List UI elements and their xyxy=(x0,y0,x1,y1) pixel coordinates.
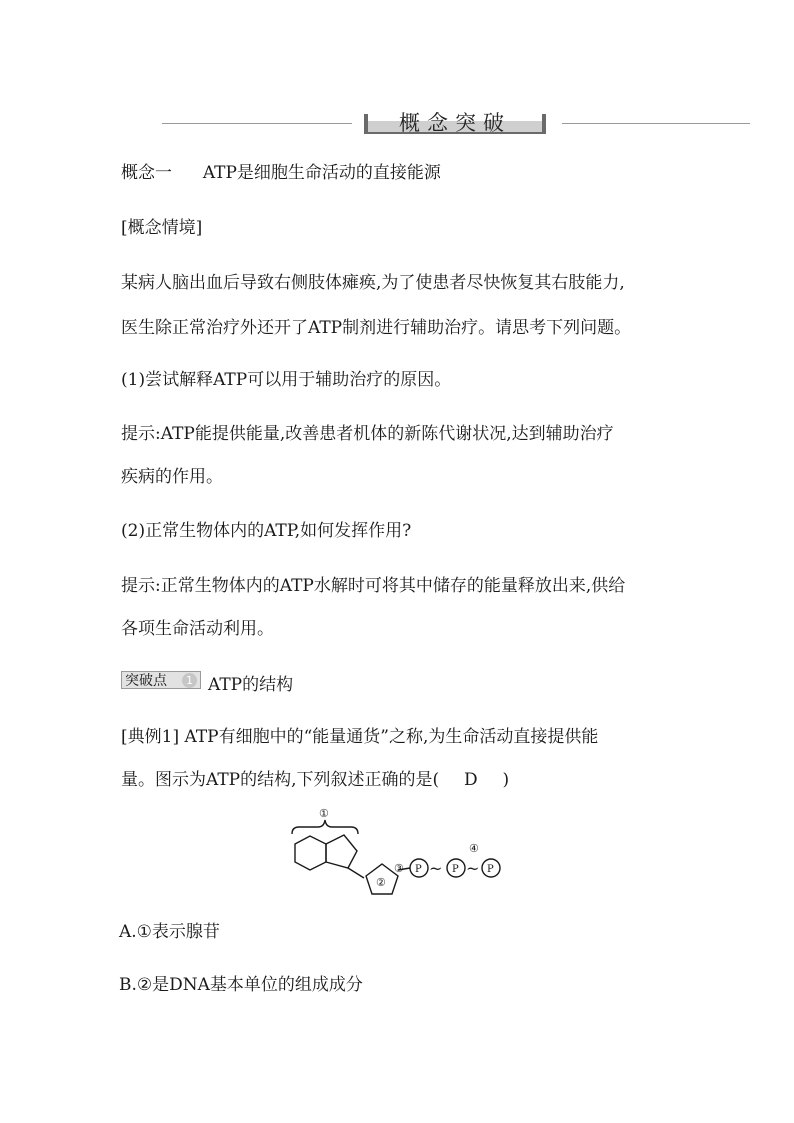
example-answer: D xyxy=(463,770,478,790)
diagram-label-4: ④ xyxy=(469,842,479,855)
badge-number: 1 xyxy=(182,673,197,688)
diagram-label-2: ② xyxy=(376,876,386,889)
header-banner xyxy=(364,108,546,134)
high-energy-bond-1: ~ xyxy=(429,859,443,878)
option-a: A.①表示腺苷 xyxy=(119,922,220,942)
header-title: 概念突破 xyxy=(399,111,511,135)
example-line-1: [典例1] ATP有细胞中的“能量通货”之称,为生命活动直接提供能 xyxy=(121,727,599,747)
example-line-2 xyxy=(121,769,509,791)
atp-structure-diagram xyxy=(286,806,506,902)
scenario-text-line-1: 某病人脑出血后导致右侧肢体瘫痪,为了使患者尽快恢复其右肢能力, xyxy=(121,273,625,293)
example-stem: 量。图示为ATP的结构,下列叙述正确的是( xyxy=(121,770,440,790)
hint-1-line-1: 提示:ATP能提供能量,改善患者机体的新陈代谢状况,达到辅助治疗 xyxy=(121,424,614,444)
concept-heading xyxy=(121,162,441,184)
question-1: (1)尝试解释ATP可以用于辅助治疗的原因。 xyxy=(121,370,452,390)
diagram-label-1: ① xyxy=(319,807,329,820)
breakthrough-title: ATP的结构 xyxy=(208,675,294,695)
hint-1-line-2: 疾病的作用。 xyxy=(121,467,223,487)
glycosidic-bond xyxy=(348,868,364,878)
adenine-hexagon xyxy=(295,836,326,870)
diagram-label-3: ③ xyxy=(394,862,404,875)
high-energy-bond-2: ~ xyxy=(466,859,480,878)
question-2: (2)正常生物体内的ATP,如何发挥作用? xyxy=(121,521,412,541)
scenario-heading: [概念情境] xyxy=(121,218,203,238)
adenine-pentagon xyxy=(326,835,357,868)
badge-label: 突破点 xyxy=(125,673,167,689)
option-b: B.②是DNA基本单位的组成成分 xyxy=(119,975,363,995)
header-rule-left xyxy=(162,123,352,124)
phosphate-2-label: P xyxy=(452,864,459,875)
hint-2-line-1: 提示:正常生物体内的ATP水解时可将其中储存的能量释放出来,供给 xyxy=(121,576,626,596)
scenario-text-line-2: 医生除正常治疗外还开了ATP制剂进行辅助治疗。请思考下列问题。 xyxy=(121,318,632,338)
example-close-paren: ) xyxy=(502,770,510,790)
adenine-brace xyxy=(292,820,358,834)
banner-cap-right xyxy=(542,114,546,132)
phosphate-1-label: P xyxy=(415,864,422,875)
header-rule-right xyxy=(562,123,750,124)
breakthrough-badge xyxy=(121,671,201,689)
hint-2-line-2: 各项生命活动利用。 xyxy=(121,619,274,639)
concept-label: 概念一 xyxy=(121,163,172,183)
phosphate-3-label: P xyxy=(487,864,494,875)
concept-title: ATP是细胞生命活动的直接能源 xyxy=(202,163,441,183)
section-header xyxy=(162,106,750,136)
